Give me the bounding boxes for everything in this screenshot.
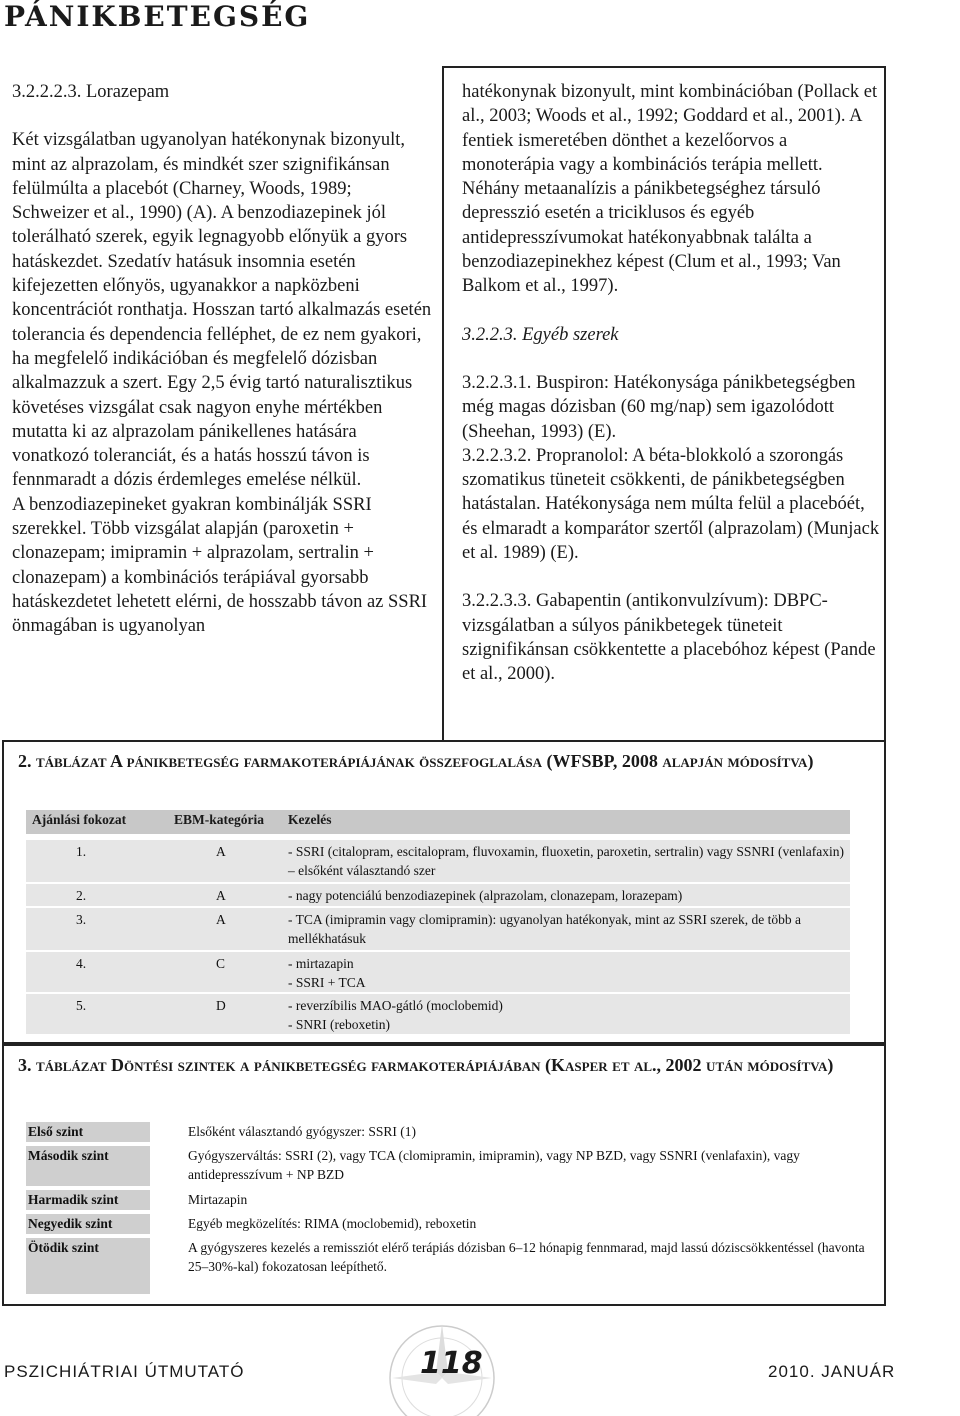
table-cell: Gyógyszerváltás: SSRI (2), vagy TCA (clomipramin, imipramin), vagy NP BZD, vagy SSNRI (venlafaxin), vagy antidepresszívum + NP BZD bbox=[188, 1148, 800, 1182]
table-cell: - TCA (imipramin vagy clomipramin): ugyanolyan hatékonyak, mint az SSRI szerek, de több a mellékhatásuk bbox=[288, 912, 802, 946]
table-cell: 1. bbox=[76, 844, 87, 859]
table-cell: - reverzíbilis MAO-gátló (moclobemid) - SNRI (reboxetin) bbox=[288, 998, 503, 1032]
table-3-caption: 3. táblázat Döntési szintek a pánikbetegség farmakoterápiájában (Kasper et al., 2002 után módosítva) bbox=[18, 1055, 834, 1075]
paragraph: A benzodiazepineket gyakran kombinálják SSRI szerekkel. Több vizsgálat alapján (paroxetin + clonazepam; imipramin + alprazolam, sertralin + clonazepam) a kombinációs terápiával gyorsabb hatáskezdetet lehetett elérni, de hosszabb távon az SSRI önmagában is ugyanolyan bbox=[12, 494, 428, 637]
table-cell: A gyógyszeres kezelés a remissziót elérő terápiás dózisban 6–12 hónapig fennmarad, majd lassú dóziscsökkentéssel (havonta 25–30%-kal) fokozatosan leépíthető. bbox=[188, 1240, 865, 1274]
level-label: Első szint bbox=[26, 1122, 150, 1142]
table-cell: A bbox=[216, 912, 226, 927]
table-row bbox=[26, 952, 850, 992]
paragraph: hatékonynak bizonyult, mint kombinációban (Pollack et al., 2003; Woods et al., 1992; Goddard et al., 2001). A fentiek ismeretében dönthet a kezelőorvos a monoterápia vagy a kombinációs terápia mellett. bbox=[462, 82, 878, 175]
level-label: Negyedik szint bbox=[26, 1214, 150, 1234]
paragraph: 3.2.2.3.2. Propranolol: A béta-blokkoló a szorongás szomatikus tüneteit csökkenti, de pánikbetegségben hatástalan. Hatékonysága nem múlta felül a placebóét, és elmaradt a komparátor szertől (alprazolam) (Munjack et al. 1989) (E). bbox=[462, 445, 880, 564]
level-label: Harmadik szint bbox=[26, 1190, 150, 1210]
table-2-header bbox=[26, 810, 850, 834]
table-row bbox=[26, 840, 850, 882]
page-title: PÁNIKBETEGSÉG bbox=[4, 0, 311, 33]
column-header: Ajánlási fokozat bbox=[32, 812, 127, 827]
paragraph: 3.2.2.3.1. Buspiron: Hatékonysága pánikbetegségben még magas dózisban (60 mg/nap) sem igazolódott (Sheehan, 1993) (E). bbox=[462, 372, 856, 442]
level-label: Ötödik szint bbox=[26, 1238, 150, 1294]
column-header: EBM-kategória bbox=[174, 812, 264, 827]
table-cell: Egyéb megközelítés: RIMA (moclobemid), reboxetin bbox=[188, 1216, 477, 1231]
table-cell: D bbox=[216, 998, 226, 1013]
section-heading-other-drugs: 3.2.2.3. Egyéb szerek bbox=[462, 324, 619, 345]
footer-date: 2010. JANUÁR bbox=[768, 1362, 896, 1381]
table-cell: - nagy potenciálú benzodiazepinek (alprazolam, clonazepam, lorazepam) bbox=[288, 888, 683, 903]
table-cell: 2. bbox=[76, 888, 87, 903]
table-cell: 4. bbox=[76, 956, 87, 971]
paragraph: 3.2.2.3.3. Gabapentin (antikonvulzívum): DBPC-vizsgálatban a súlyos pánikbetegek tüneteit szignifikánsan csökkentette a placebóhoz képest (Pande et al., 2000). bbox=[462, 591, 876, 685]
table-2-caption: 2. táblázat A pánikbetegség farmakoterápiájának összefoglalása (WFSBP, 2008 alapján módosítva) bbox=[18, 751, 814, 771]
table-cell: C bbox=[216, 956, 226, 971]
table-cell: A bbox=[216, 844, 226, 859]
page-number: 118 bbox=[420, 1346, 483, 1381]
level-label: Második szint bbox=[26, 1146, 150, 1186]
right-column bbox=[462, 80, 882, 687]
paragraph: Két vizsgálatban ugyanolyan hatékonynak bizonyult, mint az alprazolam, és mindkét szer szignifikánsan felülmúlta a placebót (Charney, Woods, 1989; Schweizer et al., 1990) (A). A benzodiazepinek jól tolerálható szerek, egyik legnagyobb előnyük a gyors hatáskezdet. Szedatív hatásuk insomnia esetén kifejezetten előnyös, ugyanakkor a napközbeni koncentrációt ronthatja. Hosszan tartó alkalmazás esetén tolerancia és dependencia felléphet, de ez nem gyakori, ha megfelelő indikációban és megfelelő dózisban alkalmazzuk a szert. Egy 2,5 évig tartó naturalisztikus követéses vizsgálat csak nagyon enyhe mértékben mutatta ki az alprazolam pánikellenes hatására vonatkozó toleranciát, és a hatás hosszú távon is fennmaradt a dózis érdemleges emelése nélkül. bbox=[12, 130, 432, 491]
table-cell: Mirtazapin bbox=[188, 1192, 248, 1207]
table-cell: - mirtazapin - SSRI + TCA bbox=[288, 956, 366, 990]
section-heading-lorazepam: 3.2.2.2.3. Lorazepam bbox=[12, 82, 170, 102]
table-cell: 3. bbox=[76, 912, 87, 927]
table-row bbox=[26, 994, 850, 1034]
footer-publication: PSZICHIÁTRIAI ÚTMUTATÓ bbox=[4, 1362, 245, 1381]
table-row bbox=[26, 884, 850, 906]
table-cell: 5. bbox=[76, 998, 87, 1013]
table-cell: Elsőként választandó gyógyszer: SSRI (1) bbox=[188, 1124, 416, 1139]
column-header: Kezelés bbox=[288, 812, 332, 827]
table-cell: A bbox=[216, 888, 226, 903]
paragraph: Néhány metaanalízis a pánikbetegséghez társuló depresszió esetén a triciklusos és egyéb antidepresszívumokat hatékonyabbnak találta a benzodiazepinekhez képest (Clum et al., 1993; Van Balkom et al., 1997). bbox=[462, 179, 841, 297]
table-cell: - SSRI (citalopram, escitalopram, fluvoxamin, fluoxetin, paroxetin, sertralin) vagy SSNRI (venlafaxin) – elsőként választandó szer bbox=[288, 844, 844, 878]
left-column bbox=[12, 80, 432, 639]
table-row bbox=[26, 908, 850, 950]
